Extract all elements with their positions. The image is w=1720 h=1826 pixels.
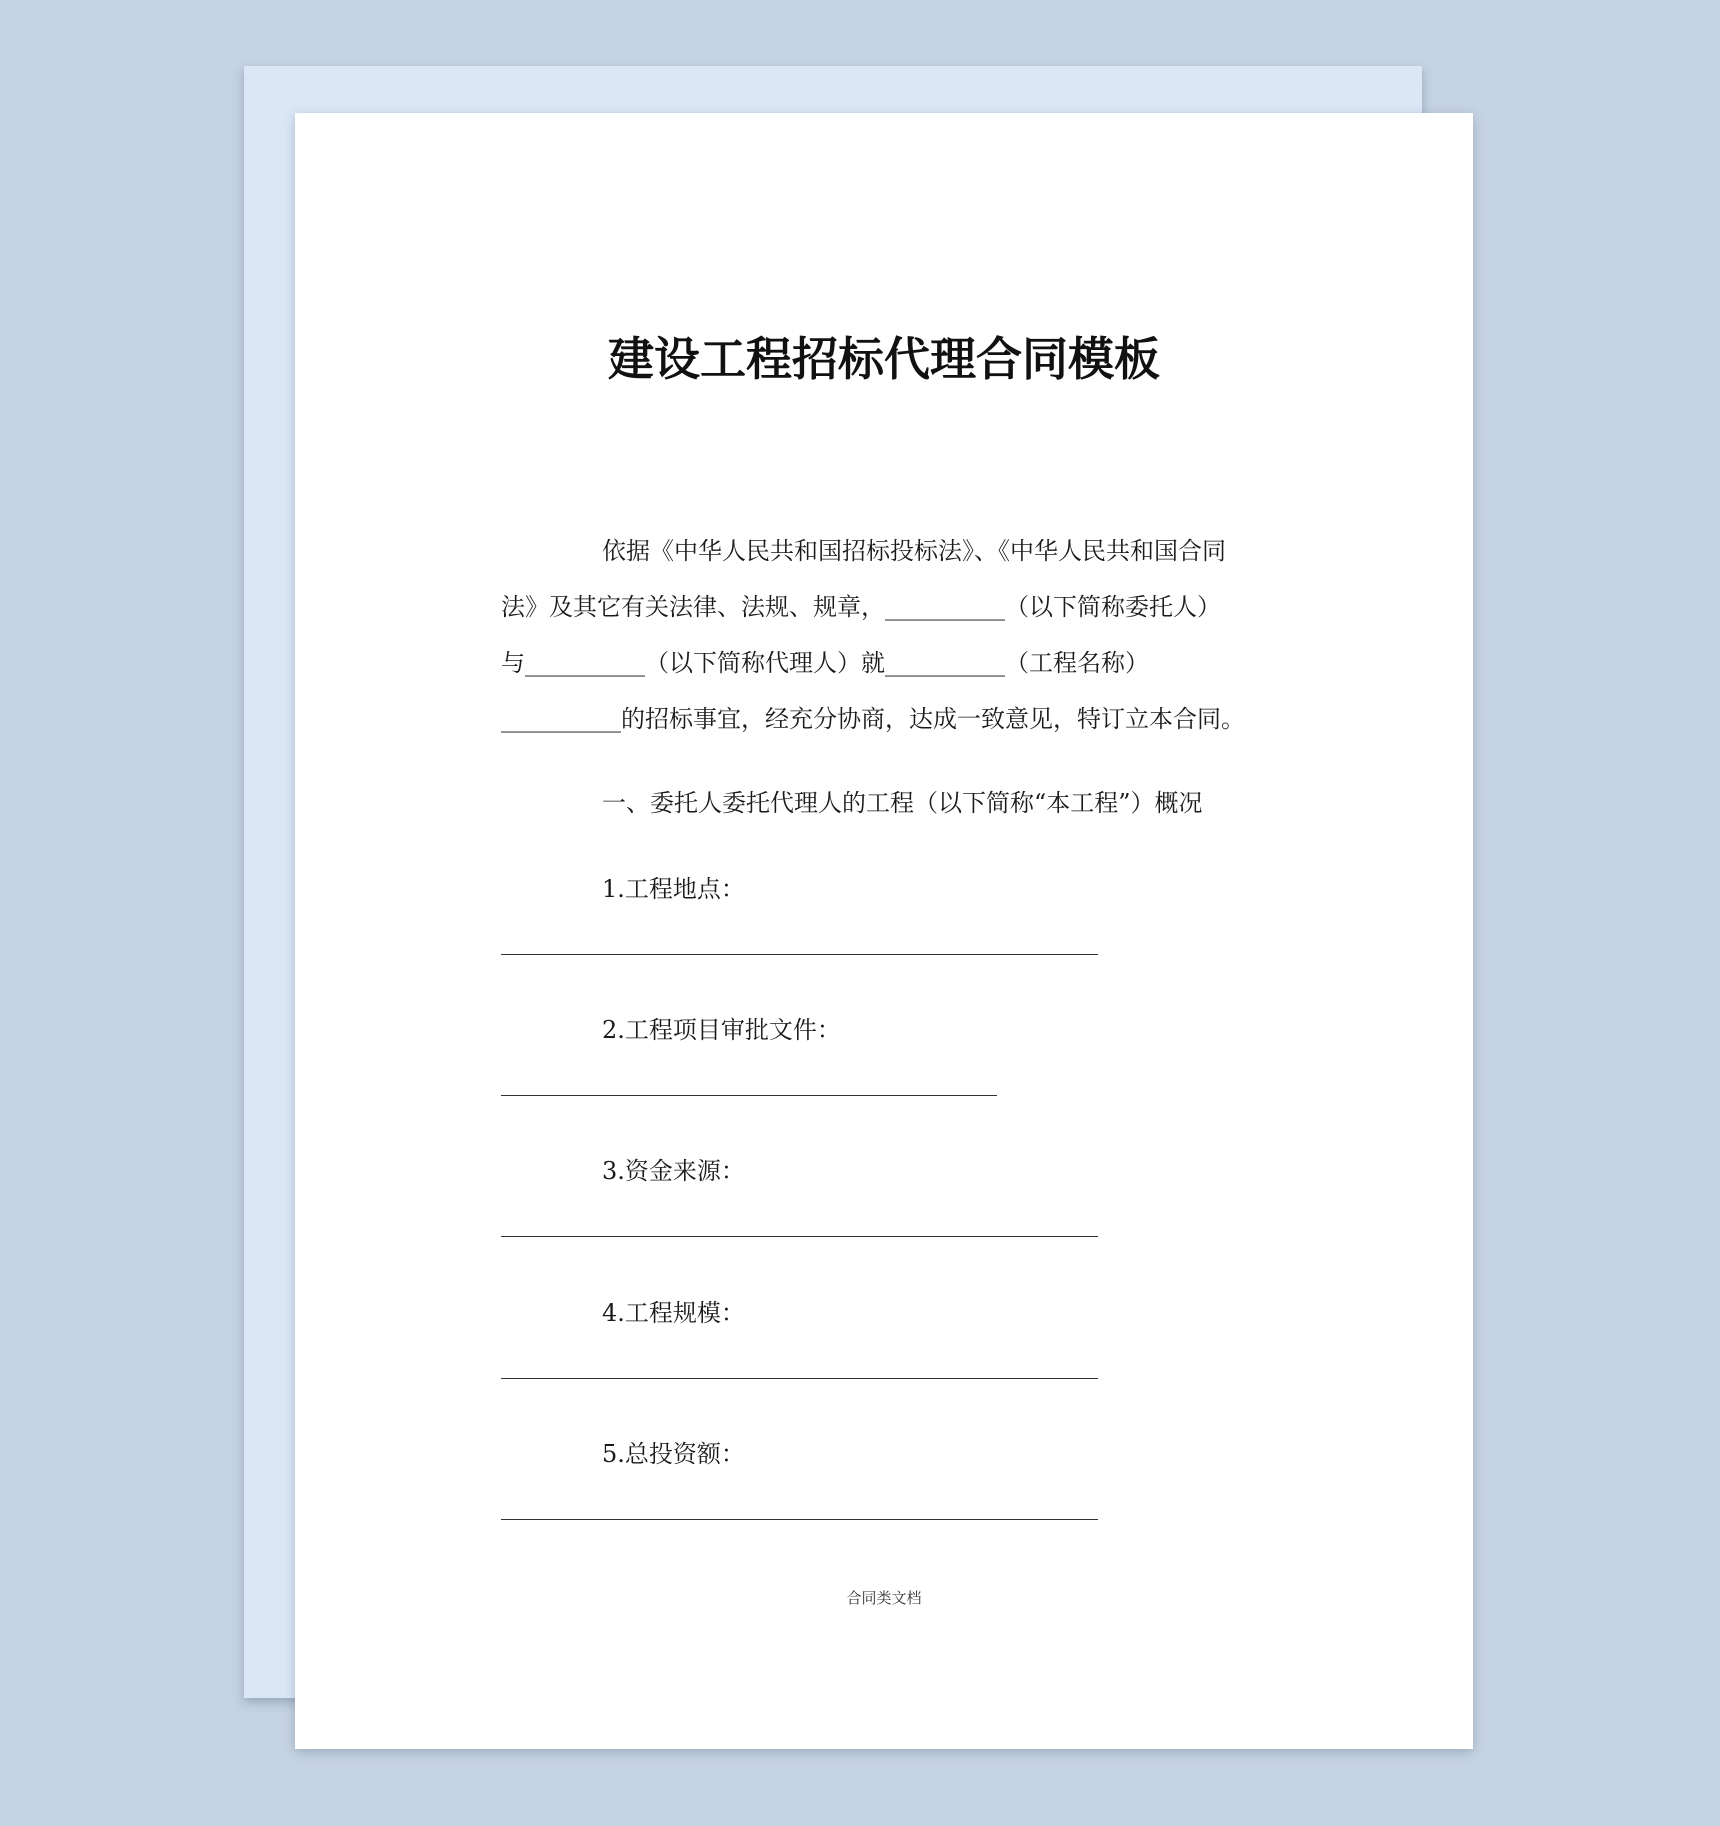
intro-line-4: __________的招标事宜，经充分协商，达成一致意见，特订立本合同。 (501, 705, 1245, 733)
item-total-investment: 5.总投资额： (602, 1440, 745, 1468)
blank-line-location (501, 954, 1098, 955)
blank-line-investment (501, 1519, 1098, 1520)
section-1-heading: 一、委托人委托代理人的工程（以下简称“本工程”）概况 (602, 789, 1203, 817)
item-approval-documents: 2.工程项目审批文件： (602, 1016, 841, 1044)
item-funding-source: 3.资金来源： (602, 1157, 745, 1185)
item-project-location: 1.工程地点： (602, 875, 745, 903)
intro-line-3: 与__________（以下简称代理人）就__________（工程名称） (501, 649, 1149, 677)
item-project-scale: 4.工程规模： (602, 1299, 745, 1327)
page-footer: 合同类文档 (846, 1589, 922, 1607)
blank-line-funding (501, 1236, 1098, 1237)
document-page (295, 113, 1473, 1749)
intro-line-1: 依据《中华人民共和国招标投标法》、《中华人民共和国合同 (602, 537, 1226, 565)
document-title: 建设工程招标代理合同模板 (608, 332, 1160, 386)
blank-line-approval (501, 1095, 997, 1096)
intro-line-2: 法》及其它有关法律、法规、规章，__________（以下简称委托人） (501, 593, 1221, 621)
blank-line-scale (501, 1378, 1098, 1379)
